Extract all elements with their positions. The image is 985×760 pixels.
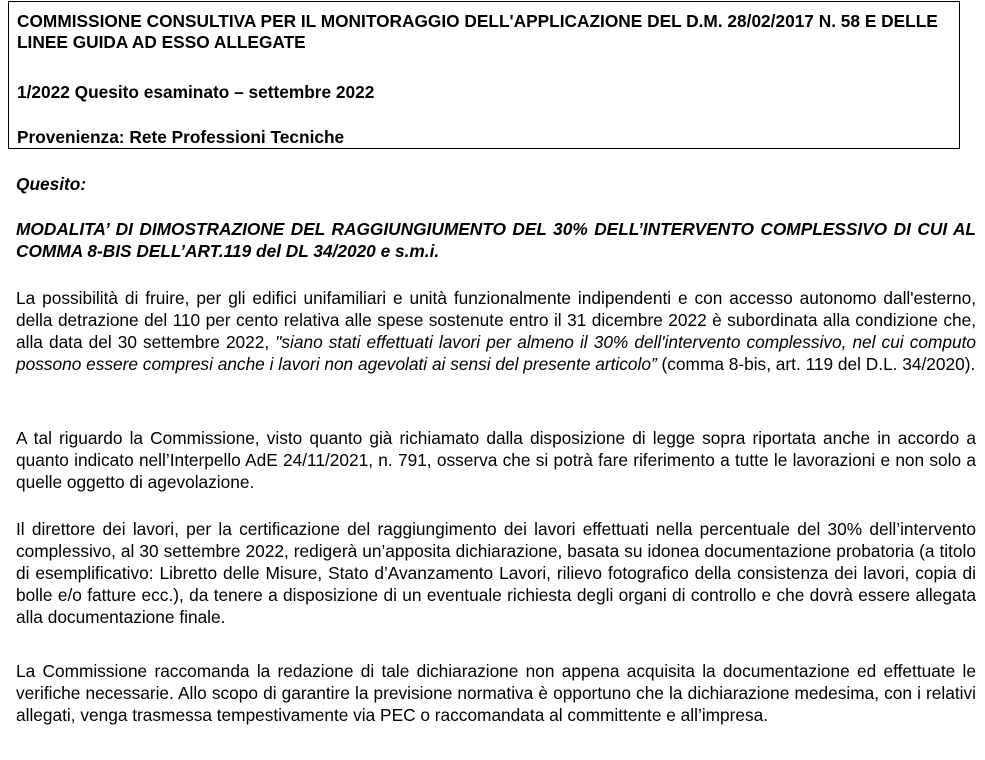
header-box [8, 1, 960, 149]
paragraph-1-text-a: La possibilità di fruire, per gli edifici unifamiliari e unità funzionalmente indipendenti e con accesso autonomo dall'esterno, della detrazione del 110 per cento relativa alle spese sostenute entro il 31 dicembre 2022 è subordinata alla condizione che, alla data del 30 settembre 2022, [16, 288, 976, 352]
paragraph-1 [16, 287, 976, 375]
paragraph-1-text-b: (comma 8-bis, art. 119 del D.L. 34/2020). [656, 354, 976, 374]
quesito-reference: 1/2022 Quesito esaminato – settembre 2022 [17, 82, 375, 102]
provenienza: Provenienza: Rete Professioni Tecniche [17, 127, 345, 147]
paragraph-1-quote: "siano stati effettuati lavori per almeno il 30% dell'intervento complessivo, nel cui computo possono essere compresi anche i lavori non agevolati ai sensi del presente articolo” [16, 332, 976, 374]
quesito-subject: MODALITA’ DI DIMOSTRAZIONE DEL RAGGIUNGIUMENTO DEL 30% DELL’INTERVENTO COMPLESSIVO DI CUI AL COMMA 8-BIS DELL’ART.119 del DL 34/2020 e s.m.i. [16, 219, 976, 261]
paragraph-2: A tal riguardo la Commissione, visto quanto già richiamato dalla disposizione di legge sopra riportata anche in accordo a quanto indicato nell’Interpello AdE 24/11/2021, n. 791, osserva che si potrà fare riferimento a tutte le lavorazioni e non solo a quelle oggetto di agevolazione. [16, 428, 976, 492]
commission-title: COMMISSIONE CONSULTIVA PER IL MONITORAGGIO DELL'APPLICAZIONE DEL D.M. 28/02/2017 N. 58 E DELLE LINEE GUIDA AD ESSO ALLEGATE [17, 11, 938, 52]
paragraph-3: Il direttore dei lavori, per la certificazione del raggiungimento dei lavori effettuati nella percentuale del 30% dell’intervento complessivo, al 30 settembre 2022, redigerà un’apposita dichiarazione, basata su idonea documentazione probatoria (a titolo di esemplificativo: Libretto delle Misure, Stato d’Avanzamento Lavori, rilievo fotografico della consistenza dei lavori, copia di bolle e/o fatture ecc.), da tenere a disposizione di un eventuale richiesta degli organi di controllo e che dovrà essere allegata alla documentazione finale. [16, 519, 976, 627]
paragraph-4: La Commissione raccomanda la redazione di tale dichiarazione non appena acquisita la documentazione ed effettuate le verifiche necessarie. Allo scopo di garantire la previsione normativa è opportuno che la dichiarazione medesima, con i relativi allegati, venga trasmessa tempestivamente via PEC o raccomandata al committente e all’impresa. [16, 661, 976, 725]
quesito-label: Quesito: [16, 174, 87, 194]
